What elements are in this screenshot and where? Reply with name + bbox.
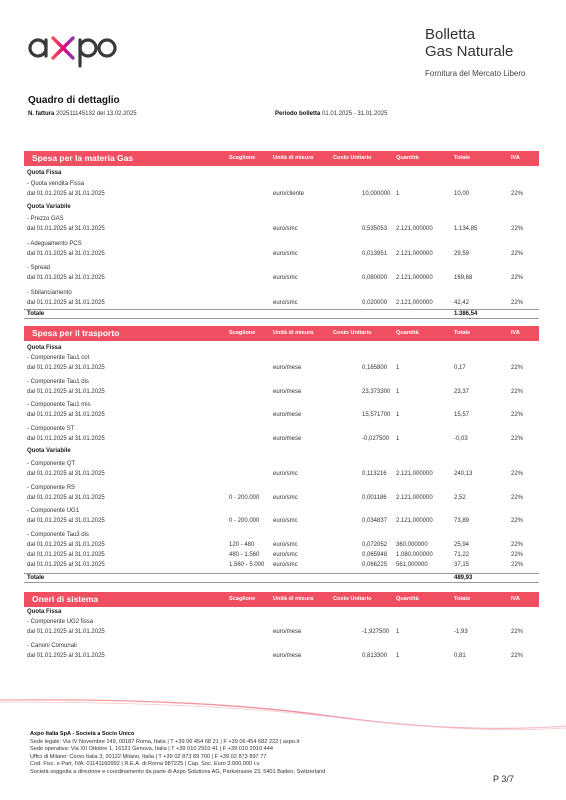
- row-iva: 22%: [511, 629, 524, 635]
- col-unita: Unità di misura: [273, 330, 314, 336]
- row-cost: 0,013951: [362, 250, 388, 257]
- row-cost: 0,165800: [362, 365, 388, 371]
- row-quantity: 2.121,000000: [396, 250, 433, 257]
- row-iva: 22%: [511, 365, 524, 371]
- group-quota-variabile: Quota Variabile: [27, 204, 71, 210]
- row-label: - Sbilanciamento: [27, 289, 72, 296]
- row-period: dal 01.01.2025 al 31.01.2025: [27, 226, 105, 232]
- group-quota-fissa: Quota Fissa: [27, 609, 62, 615]
- row-total: 10,00: [454, 191, 470, 197]
- row-total: 29,59: [454, 250, 470, 257]
- col-totale: Totale: [454, 330, 471, 336]
- row-label: - Componente Tau1 dis: [27, 378, 89, 385]
- row-iva: 22%: [511, 226, 524, 232]
- row-total: 71,22: [454, 552, 470, 558]
- row-total: 73,89: [454, 518, 470, 524]
- row-iva: 22%: [511, 435, 524, 442]
- footer-line: Società soggetta a direzione e coordinamento da parte di Axpo Solutions AG, Parkstrasse 23, 5401 Baden, Switzerland: [30, 768, 326, 775]
- row-scaglione: 480 - 1.560: [229, 552, 260, 558]
- col-totale: Totale: [454, 596, 471, 602]
- row-quantity: 1: [396, 629, 400, 635]
- col-iva: IVA: [511, 596, 520, 602]
- row-period: dal 01.01.2025 al 31.01.2025: [27, 494, 105, 501]
- col-iva: IVA: [511, 330, 520, 336]
- row-quantity: 1: [396, 388, 400, 395]
- row-cost: 0,034837: [362, 518, 388, 524]
- row-quantity: 1: [396, 653, 400, 659]
- row-period: dal 01.01.2025 al 31.01.2025: [27, 435, 105, 442]
- row-unit: euro/mese: [273, 365, 302, 371]
- document-subtitle: Gas Naturale: [425, 43, 514, 60]
- row-label: - Prezzo GAS: [27, 216, 64, 222]
- row-unit: euro/smc: [273, 494, 298, 501]
- footer-line: Uffici di Milano: Corso Italia 3, 20122 Milano, Italia | T +39 02 873 89 700 | F +39 02 873 897 77: [30, 753, 267, 760]
- row-cost: 0,535053: [362, 226, 388, 232]
- row-unit: euro/mese: [273, 653, 302, 659]
- table-title: Oneri di sistema: [32, 594, 99, 604]
- row-iva: 22%: [511, 250, 524, 257]
- page-number: P 3/7: [493, 774, 514, 784]
- row-cost: 0,080000: [362, 275, 388, 281]
- row-iva: 22%: [511, 191, 524, 197]
- row-unit: euro/cliente: [273, 191, 305, 197]
- row-iva: 22%: [511, 388, 524, 395]
- row-total: 169,68: [454, 275, 473, 281]
- row-label: - Componente Tau3 dis: [27, 532, 89, 538]
- row-iva: 22%: [511, 299, 524, 306]
- total-value: 1.386,54: [454, 311, 478, 317]
- row-label: - Componente ST: [27, 425, 75, 432]
- row-quantity: 1.080,000000: [396, 552, 433, 558]
- row-cost: -0,027500: [362, 435, 390, 442]
- billing-period: [275, 111, 387, 117]
- row-cost: 0,113216: [362, 471, 387, 477]
- row-period: dal 01.01.2025 al 31.01.2025: [27, 191, 105, 197]
- row-unit: euro/smc: [273, 275, 298, 281]
- document-title-block: [425, 26, 526, 78]
- row-period: dal 01.01.2025 al 31.01.2025: [27, 629, 105, 635]
- row-label: - Componente Tau1 cot: [27, 355, 90, 361]
- row-total: -0,03: [454, 435, 468, 442]
- row-quantity: 2.121,000000: [396, 518, 433, 524]
- row-period: dal 01.01.2025 al 31.01.2025: [27, 552, 105, 558]
- col-iva: IVA: [511, 155, 520, 161]
- row-total: 0,17: [454, 365, 466, 371]
- row-unit: euro/mese: [273, 412, 302, 418]
- total-row: [24, 573, 539, 583]
- row-iva: 22%: [511, 542, 524, 548]
- row-scaglione: 1.560 - 5.000: [229, 562, 265, 568]
- row-cost: 0,813300: [362, 653, 388, 659]
- table-materia-gas: [24, 151, 539, 326]
- row-unit: euro/smc: [273, 471, 298, 477]
- row-label: - Componente RS: [27, 484, 76, 491]
- row-cost: 15,571700: [362, 412, 391, 418]
- row-cost: 0,020000: [362, 299, 388, 306]
- row-label: - Spread: [27, 265, 51, 271]
- row-cost: 0,065948: [362, 552, 388, 558]
- row-period: dal 01.01.2025 al 31.01.2025: [27, 542, 105, 548]
- row-iva: 22%: [511, 275, 524, 281]
- document-title: Bolletta: [425, 26, 476, 43]
- table-header: [24, 151, 539, 166]
- footer: [30, 731, 325, 777]
- row-unit: euro/smc: [273, 542, 298, 548]
- row-quantity: 360,000000: [396, 542, 428, 548]
- row-period: dal 01.01.2025 al 31.01.2025: [27, 471, 105, 477]
- row-label: - Quota vendita Fissa: [27, 181, 85, 187]
- table-title: Spesa per la materia Gas: [32, 153, 134, 163]
- row-period: dal 01.01.2025 al 31.01.2025: [27, 562, 105, 568]
- row-quantity: 2.121,000000: [396, 471, 433, 477]
- row-total: 240,13: [454, 471, 473, 477]
- row-unit: euro/mese: [273, 388, 302, 395]
- total-label: Totale: [27, 575, 45, 581]
- col-unita: Unità di misura: [273, 155, 314, 161]
- col-scaglione: Scaglione: [229, 596, 256, 602]
- row-total: 0,81: [454, 653, 466, 659]
- row-period: dal 01.01.2025 al 31.01.2025: [27, 365, 105, 371]
- group-quota-variabile: Quota Variabile: [27, 448, 71, 454]
- footer-line: Cod. Fisc. e Part. IVA: 01141160992 | R.E.A. di Roma 987225 | Cap. Soc. Euro 3.000.000 i.v.: [30, 761, 261, 768]
- footer-line: Sede legale: Via IV Novembre 149, 00187 Roma, Italia | T +39 06 454 68 21 | F +39 06 454 682 222 | axpo.it: [30, 738, 300, 745]
- row-scaglione: 120 - 480: [229, 542, 255, 548]
- total-value: 489,93: [454, 575, 473, 581]
- row-total: 23,37: [454, 388, 470, 395]
- row-unit: euro/smc: [273, 299, 298, 306]
- row-unit: euro/smc: [273, 518, 298, 524]
- table-oneri-sistema: [24, 592, 539, 672]
- col-quantita: Quantità: [396, 596, 419, 602]
- row-quantity: 1: [396, 435, 400, 442]
- col-scaglione: Scaglione: [229, 155, 256, 161]
- row-label: - Componente UG1: [27, 508, 80, 514]
- row-unit: euro/mese: [273, 435, 302, 442]
- row-total: 25,94: [454, 542, 470, 548]
- row-period: dal 01.01.2025 al 31.01.2025: [27, 388, 105, 395]
- table-title: Spesa per il trasporto: [32, 328, 120, 338]
- row-quantity: 2.121,000000: [396, 275, 433, 281]
- row-quantity: 2.121,000000: [396, 226, 433, 232]
- col-costo: Costo Unitario: [333, 596, 372, 602]
- row-total: 42,42: [454, 299, 470, 306]
- col-quantita: Quantità: [396, 330, 419, 336]
- row-unit: euro/smc: [273, 562, 298, 568]
- invoice-value: 202511145132 del 13.02.2025: [56, 111, 137, 117]
- row-period: dal 01.01.2025 al 31.01.2025: [27, 275, 105, 281]
- table-header: [24, 592, 539, 607]
- row-iva: 22%: [511, 494, 524, 501]
- row-period: dal 01.01.2025 al 31.01.2025: [27, 653, 105, 659]
- row-iva: 22%: [511, 518, 524, 524]
- row-quantity: 1: [396, 191, 400, 197]
- row-iva: 22%: [511, 562, 524, 568]
- row-label: - Componente Tau1 mis: [27, 402, 91, 408]
- row-total: 15,57: [454, 412, 470, 418]
- row-total: 1.134,85: [454, 226, 478, 232]
- row-total: 37,15: [454, 562, 470, 568]
- row-period: dal 01.01.2025 al 31.01.2025: [27, 250, 105, 257]
- col-costo: Costo Unitario: [333, 330, 372, 336]
- col-totale: Totale: [454, 155, 471, 161]
- row-scaglione: 0 - 200.000: [229, 518, 260, 524]
- row-cost: 0,001186: [362, 494, 387, 501]
- row-iva: 22%: [511, 471, 524, 477]
- row-cost: 23,373300: [362, 388, 391, 395]
- row-unit: euro/smc: [273, 226, 298, 232]
- row-total: -1,93: [454, 629, 468, 635]
- row-cost: 0,072052: [362, 542, 388, 548]
- row-unit: euro/mese: [273, 629, 302, 635]
- period-label: Periodo bolletta: [275, 111, 321, 117]
- row-quantity: 2.121,000000: [396, 494, 433, 501]
- col-quantita: Quantità: [396, 155, 419, 161]
- row-cost: 0,066225: [362, 562, 388, 568]
- invoice-number: [28, 111, 137, 117]
- row-label: - Componente UG2 fissa: [27, 619, 94, 625]
- footer-line: Sede operativa: Via XII Ottobre 1, 16121 Genova, Italia | T +39 010 2910 41 | F +39 010 2910 444: [30, 746, 273, 753]
- row-label: - Componente QT: [27, 461, 76, 467]
- table-trasporto: [24, 326, 539, 588]
- row-quantity: 561,000000: [396, 562, 428, 568]
- row-quantity: 2.121,000000: [396, 299, 433, 306]
- row-iva: 22%: [511, 552, 524, 558]
- row-iva: 22%: [511, 412, 524, 418]
- col-scaglione: Scaglione: [229, 330, 256, 336]
- row-scaglione: 0 - 200.000: [229, 494, 260, 501]
- footer-decoration: [0, 690, 566, 730]
- total-label: Totale: [27, 311, 45, 317]
- col-costo: Costo Unitario: [333, 155, 372, 161]
- row-cost: 10,000000: [362, 191, 391, 197]
- row-period: dal 01.01.2025 al 31.01.2025: [27, 518, 105, 524]
- axpo-logo: [26, 26, 118, 72]
- col-unita: Unità di misura: [273, 596, 314, 602]
- row-total: 2,52: [454, 494, 466, 501]
- row-unit: euro/smc: [273, 250, 298, 257]
- row-period: dal 01.01.2025 al 31.01.2025: [27, 412, 105, 418]
- supply-type: Fornitura del Mercato Libero: [425, 69, 526, 78]
- row-period: dal 01.01.2025 al 31.01.2025: [27, 299, 105, 306]
- row-label: - Canoni Comunali: [27, 643, 77, 649]
- row-quantity: 1: [396, 412, 400, 418]
- row-cost: -1,927500: [362, 629, 390, 635]
- footer-company: Axpo Italia SpA - Società a Socio Unico: [30, 731, 135, 737]
- period-value: 01.01.2025 - 31.01.2025: [322, 111, 388, 117]
- row-label: - Adeguamento PCS: [27, 240, 82, 247]
- group-quota-fissa: Quota Fissa: [27, 170, 62, 176]
- total-row: [24, 309, 539, 319]
- row-quantity: 1: [396, 365, 400, 371]
- table-header: [24, 326, 539, 341]
- row-unit: euro/smc: [273, 552, 298, 558]
- row-iva: 22%: [511, 653, 524, 659]
- section-title: Quadro di dettaglio: [28, 95, 120, 106]
- group-quota-fissa: Quota Fissa: [27, 345, 62, 351]
- invoice-label: N. fattura: [28, 111, 55, 117]
